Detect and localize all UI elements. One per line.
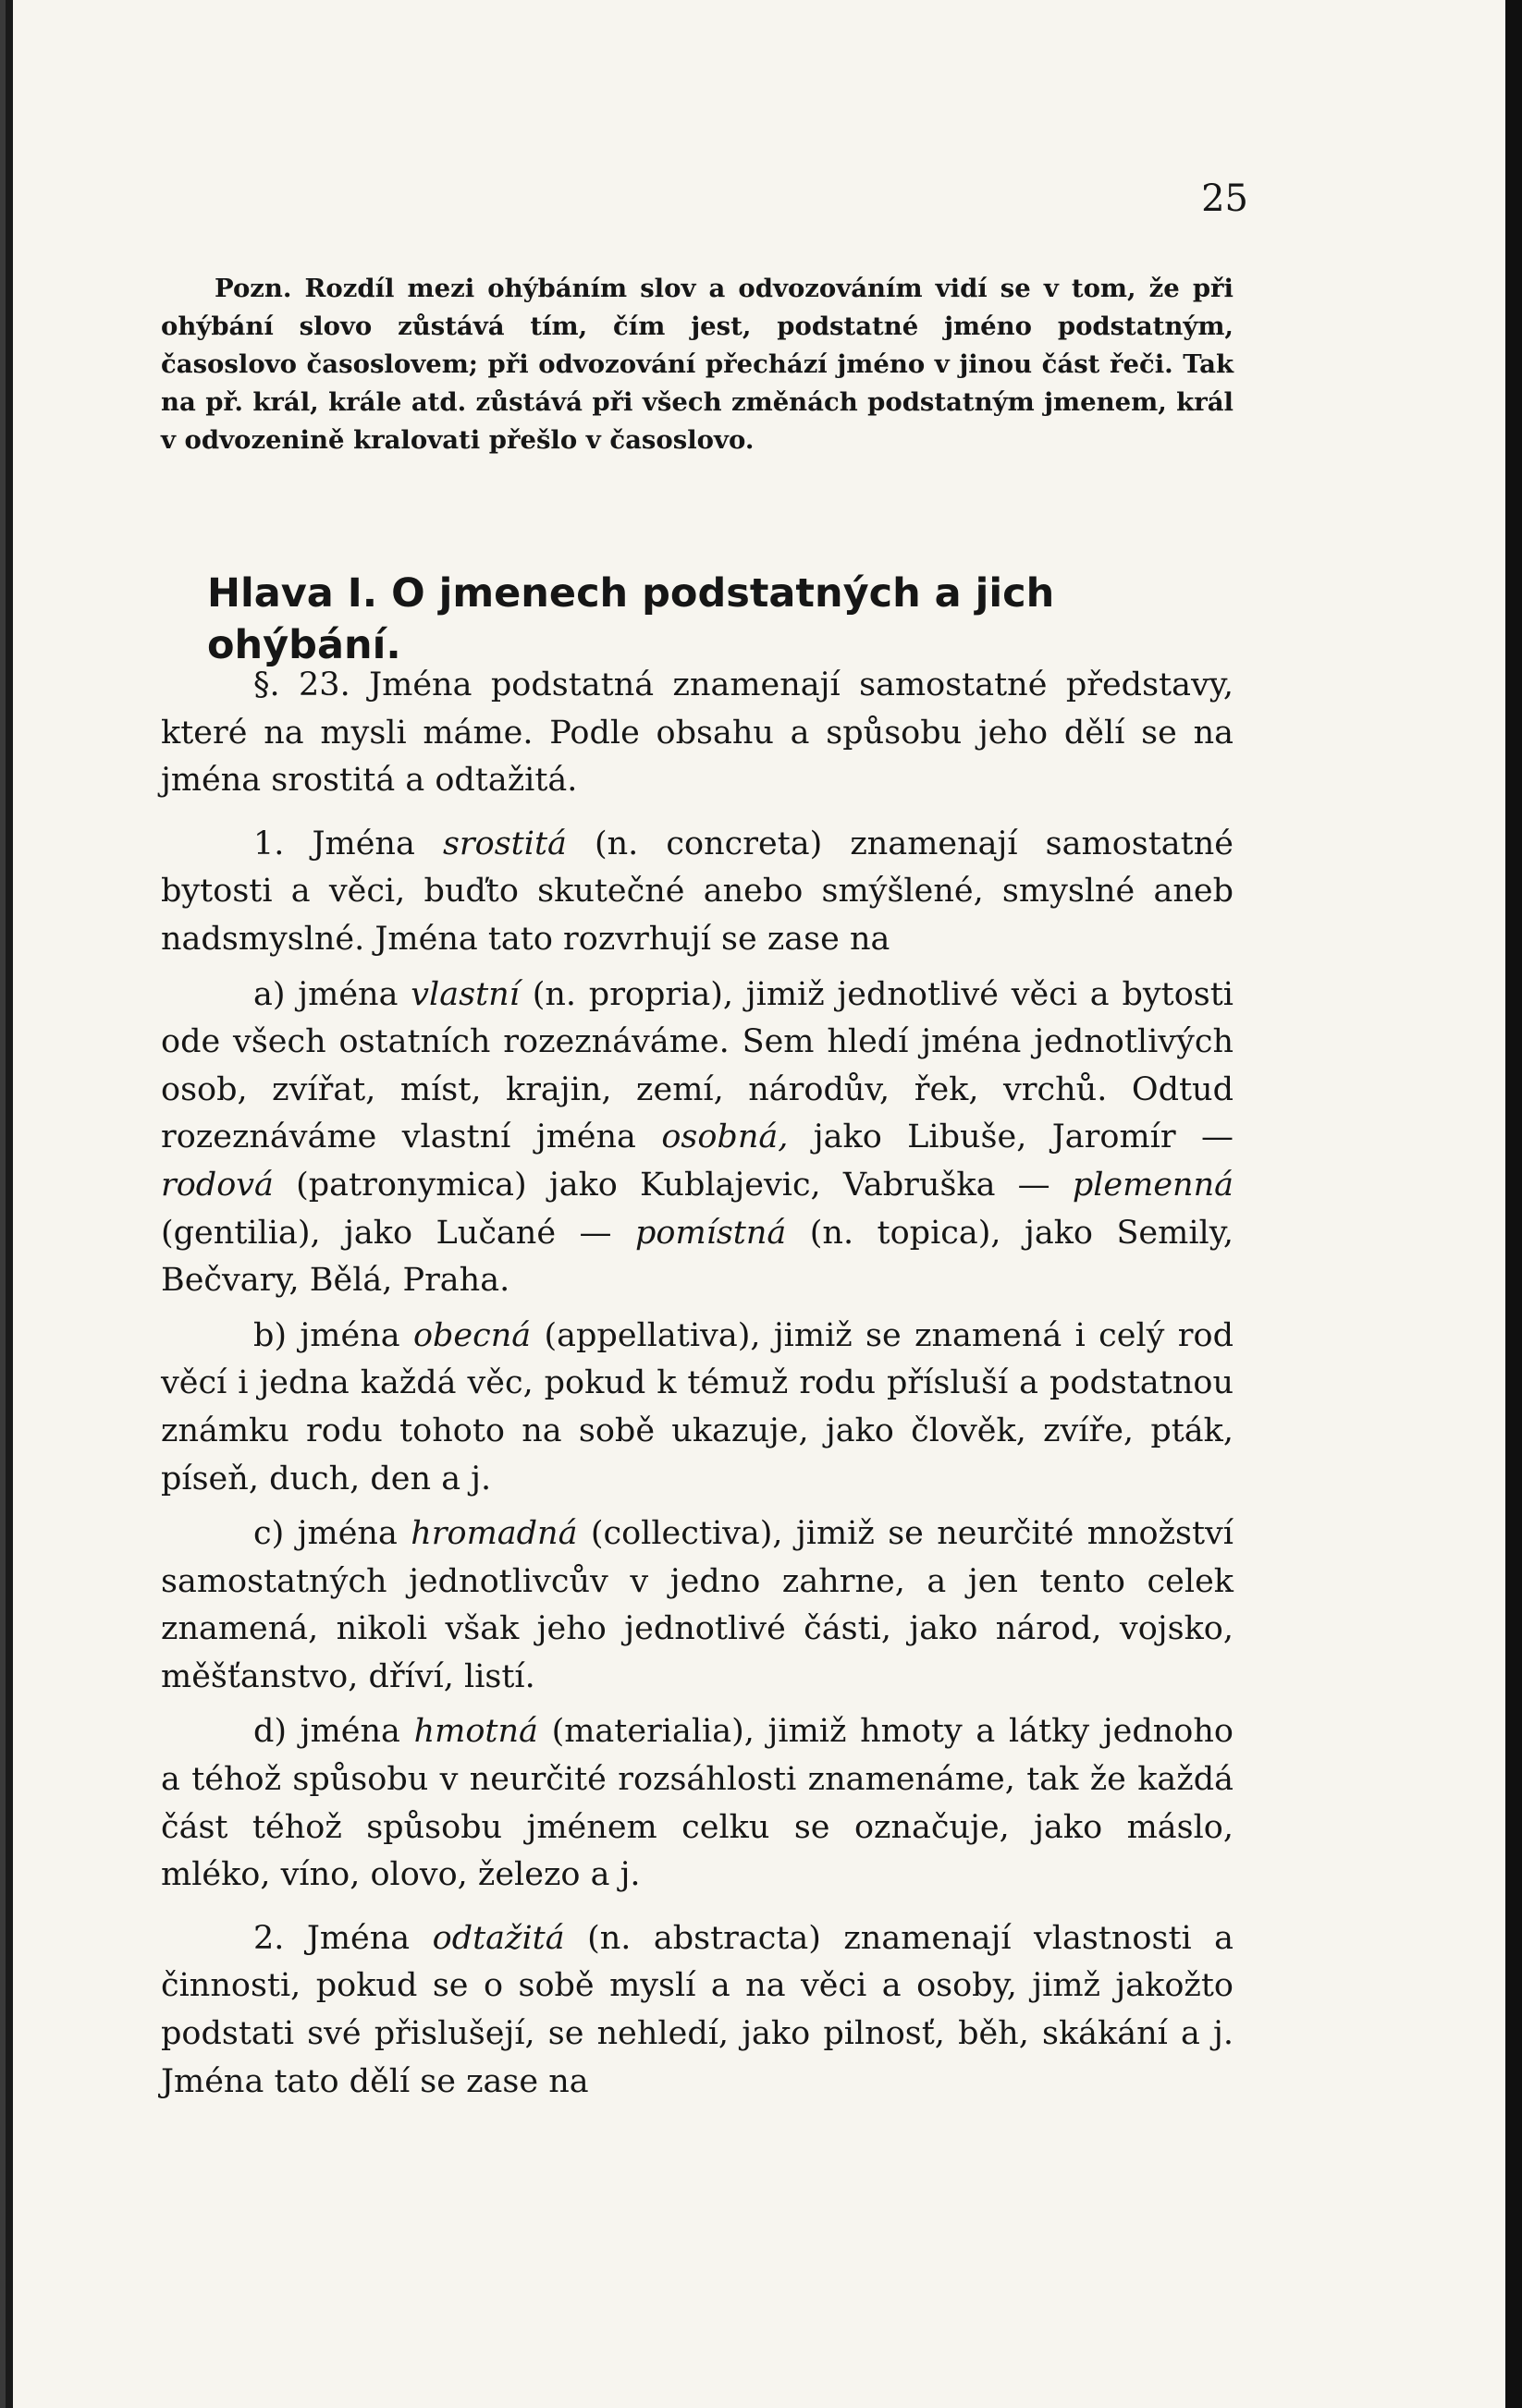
item-term: hmotná — [413, 1713, 538, 1751]
item-term: plemenná — [1072, 1166, 1234, 1204]
paragraph-text: (n. topica), jako Semily, Bečvary, Bělá, Praha. — [161, 1214, 1234, 1300]
paragraph-propria — [161, 972, 1234, 1305]
item-term: pomístná — [634, 1214, 787, 1252]
item-term: osobná, — [661, 1118, 789, 1156]
item-term: rodová — [161, 1166, 274, 1204]
paragraph-appellativa — [161, 1313, 1234, 1503]
item-lead: d) jména — [253, 1713, 400, 1751]
item-lead: b) jména — [253, 1316, 400, 1354]
item-lead: a) jména — [253, 975, 399, 1013]
note-label: Pozn. — [215, 274, 292, 303]
item-lead: c) jména — [253, 1515, 398, 1553]
section-mark: §. 23. — [253, 666, 350, 703]
paragraph-text: jako Libuše, Jaromír — — [813, 1118, 1234, 1156]
item-term: odtažitá — [432, 1919, 565, 1957]
paragraph-text: Jména podstatná znamenají samostatné představy, které na mysli máme. Podle obsahu a spůsobu jeho dělí se na jména srostitá a odtažitá. — [161, 666, 1234, 800]
paragraph-text: (appellativa), jimiž se znamená i celý rod věcí i jedna každá věc, pokud k témuž rodu přísluší a podstatnou známku rodu tohoto na sobě ukazuje, jako člověk, zvíře, pták, píseň, duch, den a j. — [161, 1316, 1234, 1497]
note-text: Rozdíl mezi ohýbáním slov a odvozováním vidí se v tom, že při ohýbání slovo zůstává tím, čím jest, podstatné jméno podstatným, časoslovo časoslovem; při odvozování přechází jméno v jinou část řeči. Tak na př. král, krále atd. zůstává při všech změnách podstatným jmenem, král v odvozenině kralovati přešlo v časoslovo. — [161, 274, 1234, 455]
paragraph-abstracta — [161, 1915, 1234, 2106]
paragraph-collectiva — [161, 1510, 1234, 1701]
book-page — [13, 0, 1522, 2408]
item-term: hromadná — [411, 1515, 578, 1553]
item-lead: 2. Jména — [253, 1919, 411, 1957]
scan-left-edge — [0, 0, 6, 2408]
paragraph-text: (n. abstracta) znamenají vlastnosti a činnosti, pokud se o sobě myslí a na věci a osoby, jimž jakožto podstati své přislušejí, se nehledí, jako pilnosť, běh, skákání a j. Jména tato dělí se zase na — [161, 1919, 1234, 2100]
paragraph-text: (materialia), jimiž hmoty a látky jednoho a téhož spůsobu v neurčité rozsáhlosti znamenáme, tak že každá část téhož spůsobu jménem celku se označuje, jako máslo, mléko, víno, olovo, železo a j. — [161, 1713, 1234, 1894]
scan-right-edge — [1505, 0, 1522, 2408]
paragraph-text: (collectiva), jimiž se neurčité množství samostatných jednotlivcův v jedno zahrne, a jen tento celek znamená, nikoli však jeho jednotlivé části, jako národ, vojsko, měšťanstvo, dříví, listí. — [161, 1515, 1234, 1695]
item-term: obecná — [412, 1316, 532, 1354]
paragraph-text: (patronymica) jako Kublajevic, Vabruška — — [296, 1166, 1050, 1204]
item-lead: 1. Jména — [253, 825, 415, 862]
paragraph-text: (n. concreta) znamenají samostatné bytosti a věci, buďto skutečné anebo smýšlené, smyslné aneb nadsmyslné. Jména tato rozvrhují se zase na — [161, 825, 1234, 958]
chapter-heading: Hlava I. O jmenech podstatných a jich ohýbání. — [207, 570, 1055, 668]
item-term: vlastní — [411, 975, 520, 1013]
note-paragraph — [161, 270, 1234, 459]
paragraph-concreta — [161, 821, 1234, 964]
item-term: srostitá — [442, 825, 567, 862]
paragraph-materialia — [161, 1708, 1234, 1899]
page-number: 25 — [1201, 177, 1248, 220]
paragraph-text: (n. propria), jimiž jednotlivé věci a bytosti ode všech ostatních rozeznáváme. Sem hledí jména jednotlivých osob, zvířat, míst, krajin, zemí, národův, řek, vrchů. Odtud rozeznáváme vlastní jména — [161, 975, 1234, 1156]
paragraph-23 — [161, 662, 1234, 805]
body-text — [161, 662, 1234, 2121]
paragraph-text: (gentilia), jako Lučané — — [161, 1214, 612, 1252]
